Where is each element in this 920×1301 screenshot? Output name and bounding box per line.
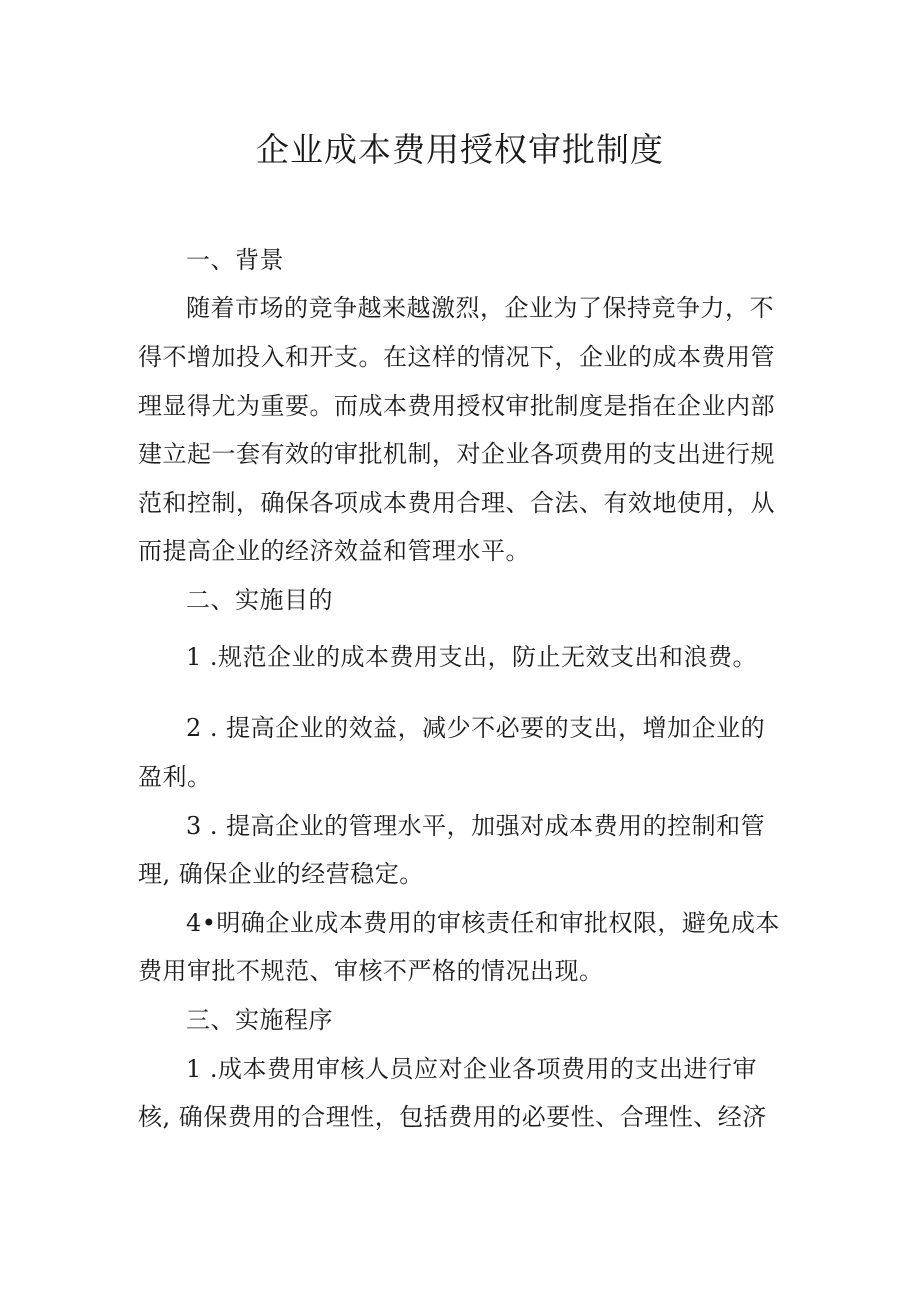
paragraph-line: 建立起一套有效的审批机制，对企业各项费用的支出进行规 xyxy=(138,440,775,468)
list-item: 4•明确企业成本费用的审核责任和审批权限，避免成本 xyxy=(186,909,780,937)
list-item-continuation: 理, 确保企业的经营稳定。 xyxy=(138,860,424,888)
heading-background: 一、背景 xyxy=(186,246,284,274)
document-title: 企业成本费用授权审批制度 xyxy=(256,130,664,169)
paragraph-line: 随着市场的竞争越来越激烈，企业为了保持竞争力，不 xyxy=(186,294,774,322)
heading-procedure: 三、实施程序 xyxy=(186,1006,333,1034)
paragraph-line: 范和控制，确保各项成本费用合理、合法、有效地使用，从 xyxy=(138,489,775,517)
paragraph-line: 而提高企业的经济效益和管理水平。 xyxy=(138,537,530,565)
list-item: 1 .成本费用审核人员应对企业各项费用的支出进行审 xyxy=(186,1055,758,1083)
list-item: 3 . 提高企业的管理水平，加强对成本费用的控制和管 xyxy=(186,812,766,840)
list-item: 2 . 提高企业的效益，减少不必要的支出，增加企业的 xyxy=(186,714,766,742)
paragraph-line: 理显得尤为重要。而成本费用授权审批制度是指在企业内部 xyxy=(138,392,775,420)
list-item-continuation: 盈利。 xyxy=(138,763,212,791)
list-item-continuation: 费用审批不规范、审核不严格的情况出现。 xyxy=(138,957,604,985)
heading-purpose: 二、实施目的 xyxy=(186,586,333,614)
list-item-continuation: 核, 确保费用的合理性，包括费用的必要性、合理性、经济 xyxy=(138,1103,767,1131)
list-item: 1 .规范企业的成本费用支出，防止无效支出和浪费。 xyxy=(186,643,758,671)
paragraph-line: 得不增加投入和开支。在这样的情况下，企业的成本费用管 xyxy=(138,343,775,371)
